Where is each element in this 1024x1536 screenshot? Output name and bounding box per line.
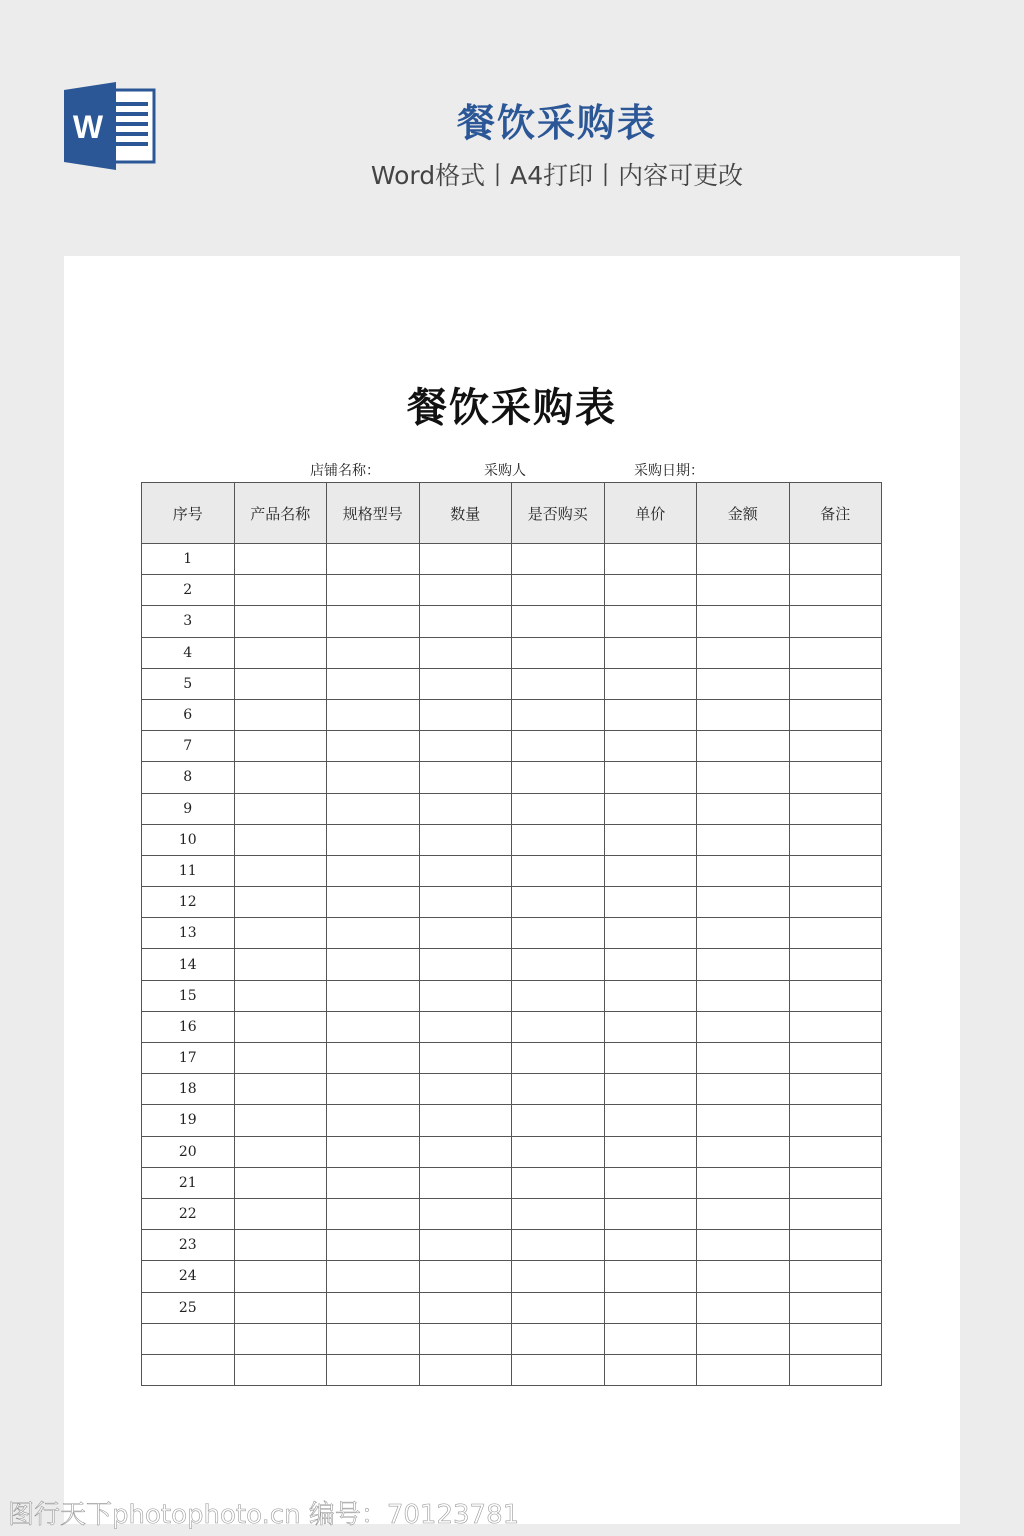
table-row <box>142 668 882 699</box>
table-cell[interactable] <box>327 980 420 1011</box>
table-cell[interactable] <box>789 668 882 699</box>
row-number-cell[interactable]: 4 <box>142 637 235 668</box>
row-number-cell[interactable]: 1 <box>142 544 235 575</box>
table-cell[interactable] <box>419 668 512 699</box>
column-header: 是否购买 <box>512 483 605 544</box>
table-cell[interactable] <box>789 575 882 606</box>
table-cell[interactable] <box>419 544 512 575</box>
table-cell[interactable] <box>327 606 420 637</box>
table-row <box>142 1198 882 1229</box>
row-number-cell[interactable]: 3 <box>142 606 235 637</box>
table-cell[interactable] <box>604 668 697 699</box>
table-cell[interactable] <box>697 699 790 730</box>
table-cell[interactable] <box>234 1136 327 1167</box>
table-cell[interactable] <box>697 606 790 637</box>
table-cell[interactable] <box>512 637 605 668</box>
table-cell[interactable] <box>327 575 420 606</box>
table-cell[interactable] <box>789 1230 882 1261</box>
table-row <box>142 762 882 793</box>
table-cell[interactable] <box>789 949 882 980</box>
table-cell[interactable] <box>697 1167 790 1198</box>
table-cell[interactable] <box>234 668 327 699</box>
table-cell[interactable] <box>234 980 327 1011</box>
table-row <box>142 793 882 824</box>
table-row <box>142 918 882 949</box>
table-cell[interactable] <box>604 824 697 855</box>
table-cell[interactable] <box>327 1011 420 1042</box>
table-cell[interactable] <box>327 793 420 824</box>
table-cell[interactable] <box>512 1074 605 1105</box>
table-cell[interactable] <box>604 1354 697 1385</box>
table-cell[interactable] <box>789 731 882 762</box>
table-cell[interactable] <box>327 887 420 918</box>
table-cell[interactable] <box>419 1230 512 1261</box>
table-cell[interactable] <box>512 606 605 637</box>
table-cell[interactable] <box>419 887 512 918</box>
table-cell[interactable] <box>697 1230 790 1261</box>
table-cell[interactable] <box>789 637 882 668</box>
table-cell[interactable] <box>327 1074 420 1105</box>
table-cell[interactable] <box>419 1354 512 1385</box>
table-cell[interactable] <box>327 668 420 699</box>
column-header: 序号 <box>142 483 235 544</box>
table-cell[interactable] <box>789 1292 882 1323</box>
table-cell[interactable] <box>789 606 882 637</box>
table-cell[interactable] <box>419 793 512 824</box>
table-cell[interactable] <box>604 855 697 886</box>
document-title: 餐饮采购表 <box>407 384 617 431</box>
table-cell[interactable] <box>234 1261 327 1292</box>
table-cell[interactable] <box>697 918 790 949</box>
table-cell[interactable] <box>789 1167 882 1198</box>
table-cell[interactable] <box>789 699 882 730</box>
table-cell[interactable] <box>697 1198 790 1229</box>
table-cell[interactable] <box>234 887 327 918</box>
table-cell[interactable] <box>697 544 790 575</box>
row-number-cell[interactable]: 5 <box>142 668 235 699</box>
table-cell[interactable] <box>234 1074 327 1105</box>
table-cell[interactable] <box>604 1074 697 1105</box>
table-cell[interactable] <box>604 980 697 1011</box>
table-cell[interactable] <box>789 1074 882 1105</box>
table-cell[interactable] <box>604 918 697 949</box>
word-icon-letter: W <box>72 109 104 145</box>
table-cell[interactable] <box>327 1230 420 1261</box>
row-number-cell[interactable]: 22 <box>142 1198 235 1229</box>
table-cell[interactable] <box>234 1105 327 1136</box>
table-row <box>142 699 882 730</box>
table-cell[interactable] <box>512 1292 605 1323</box>
table-cell[interactable] <box>604 1011 697 1042</box>
table-cell[interactable] <box>512 762 605 793</box>
table-cell[interactable] <box>789 1198 882 1229</box>
table-cell[interactable] <box>234 1043 327 1074</box>
table-cell[interactable] <box>419 1292 512 1323</box>
table-cell[interactable] <box>327 824 420 855</box>
table-cell[interactable] <box>234 1011 327 1042</box>
table-cell[interactable] <box>327 699 420 730</box>
table-cell[interactable] <box>234 637 327 668</box>
table-cell[interactable] <box>512 731 605 762</box>
table-body <box>142 544 882 1386</box>
row-number-cell[interactable]: 25 <box>142 1292 235 1323</box>
banner-subtitle: Word格式丨A4打印丨内容可更改 <box>370 161 744 190</box>
table-cell[interactable] <box>789 544 882 575</box>
table-cell[interactable] <box>789 855 882 886</box>
table-cell[interactable] <box>512 1167 605 1198</box>
table-cell[interactable] <box>419 575 512 606</box>
row-number-cell[interactable]: 21 <box>142 1167 235 1198</box>
table-cell[interactable] <box>512 793 605 824</box>
table-cell[interactable] <box>419 949 512 980</box>
row-number-cell[interactable]: 20 <box>142 1136 235 1167</box>
table-row <box>142 575 882 606</box>
banner-title: 餐饮采购表 <box>456 101 657 145</box>
table-cell[interactable] <box>234 918 327 949</box>
table-cell[interactable] <box>512 1198 605 1229</box>
table-cell[interactable] <box>789 1011 882 1042</box>
row-number-cell[interactable]: 7 <box>142 731 235 762</box>
buyer-label: 采购人 <box>484 463 526 479</box>
table-cell[interactable] <box>234 1354 327 1385</box>
row-number-cell[interactable]: 12 <box>142 887 235 918</box>
table-cell[interactable] <box>697 1105 790 1136</box>
table-cell[interactable] <box>419 824 512 855</box>
table-cell[interactable] <box>512 575 605 606</box>
purchase-table <box>141 482 882 1386</box>
row-number-cell[interactable] <box>142 1354 235 1385</box>
row-number-cell[interactable]: 11 <box>142 855 235 886</box>
table-cell[interactable] <box>604 606 697 637</box>
table-cell[interactable] <box>327 637 420 668</box>
table-cell[interactable] <box>789 1043 882 1074</box>
table-cell[interactable] <box>234 949 327 980</box>
table-cell[interactable] <box>234 731 327 762</box>
table-cell[interactable] <box>327 1261 420 1292</box>
column-header: 数量 <box>419 483 512 544</box>
table-cell[interactable] <box>604 1043 697 1074</box>
table-cell[interactable] <box>512 1043 605 1074</box>
table-cell[interactable] <box>327 1354 420 1385</box>
table-cell[interactable] <box>512 1105 605 1136</box>
table-row <box>142 824 882 855</box>
column-header: 金额 <box>697 483 790 544</box>
table-cell[interactable] <box>604 1167 697 1198</box>
header-row <box>142 483 882 544</box>
table-cell[interactable] <box>789 1261 882 1292</box>
document-page <box>64 256 960 1524</box>
table-cell[interactable] <box>789 980 882 1011</box>
table-cell[interactable] <box>419 1261 512 1292</box>
table-row <box>142 1136 882 1167</box>
table-cell[interactable] <box>419 1323 512 1354</box>
row-number-cell[interactable]: 8 <box>142 762 235 793</box>
table-cell[interactable] <box>604 1261 697 1292</box>
table-row <box>142 1043 882 1074</box>
table-cell[interactable] <box>512 1354 605 1385</box>
table-cell[interactable] <box>604 1292 697 1323</box>
row-number-cell[interactable]: 23 <box>142 1230 235 1261</box>
store-name-label: 店铺名称： <box>310 463 380 479</box>
row-number-cell[interactable]: 16 <box>142 1011 235 1042</box>
table-cell[interactable] <box>419 918 512 949</box>
table-cell[interactable] <box>234 1292 327 1323</box>
table-cell[interactable] <box>512 1323 605 1354</box>
table-row <box>142 1292 882 1323</box>
table-cell[interactable] <box>512 1011 605 1042</box>
table-row <box>142 606 882 637</box>
table-cell[interactable] <box>697 793 790 824</box>
row-number-cell[interactable]: 24 <box>142 1261 235 1292</box>
row-number-cell[interactable]: 10 <box>142 824 235 855</box>
table-cell[interactable] <box>512 1136 605 1167</box>
table-cell[interactable] <box>327 1043 420 1074</box>
table-cell[interactable] <box>327 731 420 762</box>
table-cell[interactable] <box>327 1136 420 1167</box>
table-row <box>142 980 882 1011</box>
table-row <box>142 637 882 668</box>
column-header: 备注 <box>789 483 882 544</box>
table-cell[interactable] <box>234 762 327 793</box>
row-number-cell[interactable] <box>142 1323 235 1354</box>
table-cell[interactable] <box>419 606 512 637</box>
table-cell[interactable] <box>604 1323 697 1354</box>
table-cell[interactable] <box>604 1105 697 1136</box>
table-row <box>142 1323 882 1354</box>
table-cell[interactable] <box>697 762 790 793</box>
table-cell[interactable] <box>327 918 420 949</box>
table-cell[interactable] <box>234 699 327 730</box>
table-cell[interactable] <box>789 1354 882 1385</box>
table-cell[interactable] <box>419 980 512 1011</box>
table-cell[interactable] <box>419 1136 512 1167</box>
table-cell[interactable] <box>512 887 605 918</box>
table-cell[interactable] <box>789 918 882 949</box>
table-cell[interactable] <box>697 731 790 762</box>
table-cell[interactable] <box>234 1198 327 1229</box>
table-row <box>142 1354 882 1385</box>
table-cell[interactable] <box>512 1230 605 1261</box>
table-cell[interactable] <box>234 606 327 637</box>
table-cell[interactable] <box>789 793 882 824</box>
table-cell[interactable] <box>419 1198 512 1229</box>
table-cell[interactable] <box>234 1323 327 1354</box>
table-cell[interactable] <box>604 1198 697 1229</box>
row-number-cell[interactable]: 9 <box>142 793 235 824</box>
table-cell[interactable] <box>512 1261 605 1292</box>
table-cell[interactable] <box>697 949 790 980</box>
table-row <box>142 1230 882 1261</box>
table-cell[interactable] <box>604 1230 697 1261</box>
row-number-cell[interactable]: 18 <box>142 1074 235 1105</box>
column-header: 单价 <box>604 483 697 544</box>
table-cell[interactable] <box>419 762 512 793</box>
table-cell[interactable] <box>697 1354 790 1385</box>
table-cell[interactable] <box>604 949 697 980</box>
table-row <box>142 1105 882 1136</box>
row-number-cell[interactable]: 14 <box>142 949 235 980</box>
table-cell[interactable] <box>512 855 605 886</box>
table-cell[interactable] <box>697 1074 790 1105</box>
table-row <box>142 544 882 575</box>
table-row <box>142 731 882 762</box>
table-cell[interactable] <box>789 762 882 793</box>
table-cell[interactable] <box>512 544 605 575</box>
table-cell[interactable] <box>512 949 605 980</box>
table-cell[interactable] <box>697 637 790 668</box>
table-cell[interactable] <box>419 1011 512 1042</box>
table-cell[interactable] <box>234 1230 327 1261</box>
row-number-cell[interactable]: 19 <box>142 1105 235 1136</box>
table-row <box>142 1074 882 1105</box>
table-cell[interactable] <box>697 980 790 1011</box>
row-number-cell[interactable]: 17 <box>142 1043 235 1074</box>
table-cell[interactable] <box>234 575 327 606</box>
table-row <box>142 855 882 886</box>
table-row <box>142 887 882 918</box>
table-cell[interactable] <box>419 855 512 886</box>
table-row <box>142 949 882 980</box>
table-cell[interactable] <box>604 887 697 918</box>
table-cell[interactable] <box>697 1292 790 1323</box>
table-row <box>142 1011 882 1042</box>
row-number-cell[interactable]: 13 <box>142 918 235 949</box>
banner-header <box>0 0 1024 250</box>
table-cell[interactable] <box>789 1105 882 1136</box>
table-cell[interactable] <box>234 855 327 886</box>
table-cell[interactable] <box>512 668 605 699</box>
table-row <box>142 1167 882 1198</box>
table-cell[interactable] <box>234 1167 327 1198</box>
table-cell[interactable] <box>512 699 605 730</box>
watermark-text: 图行天下photophoto.cn 编号：70123781 <box>8 1500 520 1530</box>
table-cell[interactable] <box>327 1323 420 1354</box>
table-cell[interactable] <box>697 575 790 606</box>
table-cell[interactable] <box>697 1323 790 1354</box>
table-cell[interactable] <box>512 824 605 855</box>
table-cell[interactable] <box>327 1198 420 1229</box>
table-cell[interactable] <box>327 855 420 886</box>
table-cell[interactable] <box>327 1292 420 1323</box>
table-cell[interactable] <box>234 824 327 855</box>
table-cell[interactable] <box>697 668 790 699</box>
row-number-cell[interactable]: 2 <box>142 575 235 606</box>
table-cell[interactable] <box>789 1136 882 1167</box>
purchase-date-label: 采购日期： <box>634 463 704 479</box>
table-cell[interactable] <box>697 1043 790 1074</box>
table-cell[interactable] <box>604 1136 697 1167</box>
table-cell[interactable] <box>234 544 327 575</box>
table-cell[interactable] <box>419 637 512 668</box>
table-cell[interactable] <box>419 1074 512 1105</box>
table-cell[interactable] <box>789 824 882 855</box>
table-cell[interactable] <box>419 1105 512 1136</box>
table-cell[interactable] <box>419 731 512 762</box>
table-cell[interactable] <box>697 1136 790 1167</box>
table-cell[interactable] <box>419 699 512 730</box>
table-cell[interactable] <box>512 918 605 949</box>
table-cell[interactable] <box>697 887 790 918</box>
table-cell[interactable] <box>604 793 697 824</box>
column-header: 产品名称 <box>234 483 327 544</box>
row-number-cell[interactable]: 15 <box>142 980 235 1011</box>
table-cell[interactable] <box>419 1043 512 1074</box>
table-cell[interactable] <box>234 793 327 824</box>
table-cell[interactable] <box>327 1105 420 1136</box>
table-cell[interactable] <box>789 887 882 918</box>
column-header: 规格型号 <box>327 483 420 544</box>
table-cell[interactable] <box>604 762 697 793</box>
table-cell[interactable] <box>512 980 605 1011</box>
table-cell[interactable] <box>419 1167 512 1198</box>
table-cell[interactable] <box>327 762 420 793</box>
table-cell[interactable] <box>327 1167 420 1198</box>
table-cell[interactable] <box>697 824 790 855</box>
table-cell[interactable] <box>604 731 697 762</box>
row-number-cell[interactable]: 6 <box>142 699 235 730</box>
table-cell[interactable] <box>789 1323 882 1354</box>
table-cell[interactable] <box>604 637 697 668</box>
table-cell[interactable] <box>604 575 697 606</box>
table-row <box>142 1261 882 1292</box>
table-cell[interactable] <box>604 699 697 730</box>
table-cell[interactable] <box>327 949 420 980</box>
table-cell[interactable] <box>604 544 697 575</box>
table-cell[interactable] <box>327 544 420 575</box>
table-cell[interactable] <box>697 1011 790 1042</box>
table-cell[interactable] <box>697 1261 790 1292</box>
table-cell[interactable] <box>697 855 790 886</box>
